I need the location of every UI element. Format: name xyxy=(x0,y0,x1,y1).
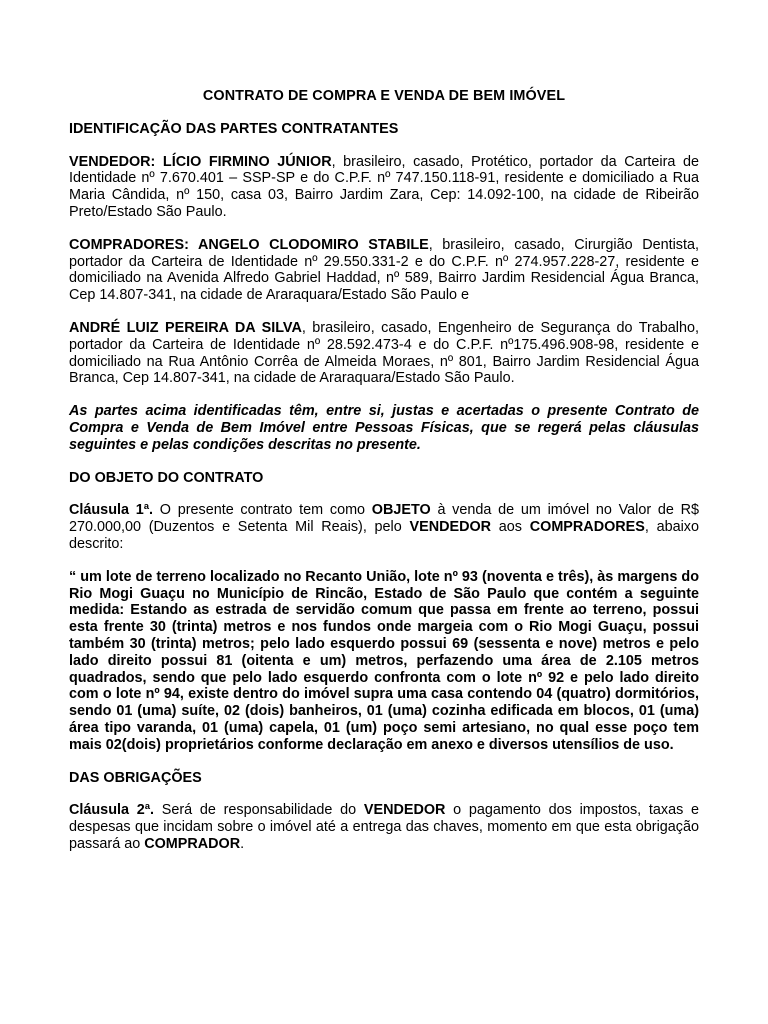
clause2-text-1: Será de responsabilidade do xyxy=(154,802,364,819)
buyer2-label: ANDRÉ LUIZ PEREIRA DA SILVA xyxy=(69,319,302,336)
seller-paragraph xyxy=(69,154,699,221)
clause1-bold-object: OBJETO xyxy=(371,502,431,519)
section-heading-obligations: DAS OBRIGAÇÕES xyxy=(69,769,202,786)
section-heading-object: DO OBJETO DO CONTRATO xyxy=(69,469,264,486)
clause2-bold-buyer: COMPRADOR xyxy=(144,835,241,852)
seller-text: , brasileiro, casado, Protético, portador da Carteira de Identidade nº 7.670.401 – SSP-SP e do C.P.F. nº 747.150.118-91, residente e domiciliado a Rua Maria Cândida, nº 150, casa 03, Bairro Jardim Zara, Cep: 14.092-100, na cidade de Ribeirão Preto/Estado São Paulo. xyxy=(69,153,700,220)
clause2-bold-seller: VENDEDOR xyxy=(363,802,446,819)
clause1-label: Cláusula 1ª. xyxy=(69,502,154,519)
clause2-paragraph xyxy=(69,802,699,852)
buyer1-paragraph xyxy=(69,237,699,304)
clause1-text-4: , abaixo descrito: xyxy=(69,519,700,552)
clause1-text-2: à venda de um imóvel no Valor de R$ 270.000,00 (Duzentos e Setenta Mil Reais), pelo xyxy=(69,502,699,536)
buyer1-text: , brasileiro, casado, Cirurgião Dentista, portador da Carteira de Identidade nº 29.550.331-2 e do C.P.F. nº 274.957.228-27, residente e domiciliado na Avenida Alfredo Gabriel Haddad, nº 589, Bairro Jardim Residencial Água Branca, Cep 14.807-341, na cidade de Araraquara/Estado São Paulo e xyxy=(69,236,699,304)
clause1-text-3: aos xyxy=(491,519,530,536)
clause2-label: Cláusula 2ª. xyxy=(69,802,155,819)
buyer2-text: , brasileiro, casado, Engenheiro de Segurança do Trabalho, portador da Carteira de Identidade nº 28.592.473-4 e do C.P.F. nº175.496.908-98, residente e domiciliado na Rua Antônio Corrêa de Almeida Moraes, nº 801, Bairro Jardim Residencial Água Branca, Cep 14.807-341, na cidade de Araraquara/Estado São Paulo. xyxy=(69,319,699,387)
document-title: CONTRATO DE COMPRA E VENDA DE BEM IMÓVEL xyxy=(202,88,566,104)
buyer2-paragraph xyxy=(69,320,699,387)
seller-label: VENDEDOR: LÍCIO FIRMINO JÚNIOR xyxy=(69,153,332,170)
agreement-paragraph: As partes acima identificadas têm, entre si, justas e acertadas o presente Contrato de Compra e Venda de Bem Imóvel entre Pessoas Físicas, que se regerá pelas cláusulas seguintes e pelas condições descritas no presente. xyxy=(69,403,699,453)
property-description: “ um lote de terreno localizado no Recanto União, lote nº 93 (noventa e três), às margens do Rio Mogi Guaçu no Município de Rincão, Estado de São Paulo que contém a seguinte medida: Estando as estrada de servidão comum que passa em frente ao terreno, possui esta frente 30 (trinta) metros e nos fundos onde margeia com o Rio Mogi Guaçu, possui também 30 (trinta) metros; pelo lado esquerdo possui 69 (sessenta e nove) metros e pelo lado direito possui 81 (oitenta e um) metros, perfazendo uma área de 2.105 metros quadrados, sendo que pelo lado esquerdo confronta com o lote nº 92 e pelo lado direito com o lote nº 94, existe dentro do imóvel supra uma casa contendo 04 (quatro) dormitórios, sendo 01 (uma) suíte, 02 (dois) banheiros, 01 (uma) cozinha edificada em blocos, 01 (uma) área tipo varanda, 01 (uma) capela, 01 (um) poço semi artesiano, no qual esse poço tem mais 02(dois) proprietários conforme declaração em anexo e diversos utensílios de uso. xyxy=(69,568,699,753)
clause2-text-2: o pagamento dos impostos, taxas e despesas que incidam sobre o imóvel até a entrega das chaves, momento em que esta obrigação passará ao xyxy=(69,802,699,852)
clause1-bold-buyers: COMPRADORES xyxy=(529,519,645,536)
clause2-text-3: . xyxy=(240,835,245,852)
clause1-text-1: O presente contrato tem como xyxy=(153,502,372,519)
buyer1-label: COMPRADORES: ANGELO CLODOMIRO STABILE xyxy=(69,236,429,253)
clause1-paragraph xyxy=(69,502,699,552)
section-heading-parties: IDENTIFICAÇÃO DAS PARTES CONTRATANTES xyxy=(69,120,399,137)
clause1-bold-seller: VENDEDOR xyxy=(409,519,492,536)
